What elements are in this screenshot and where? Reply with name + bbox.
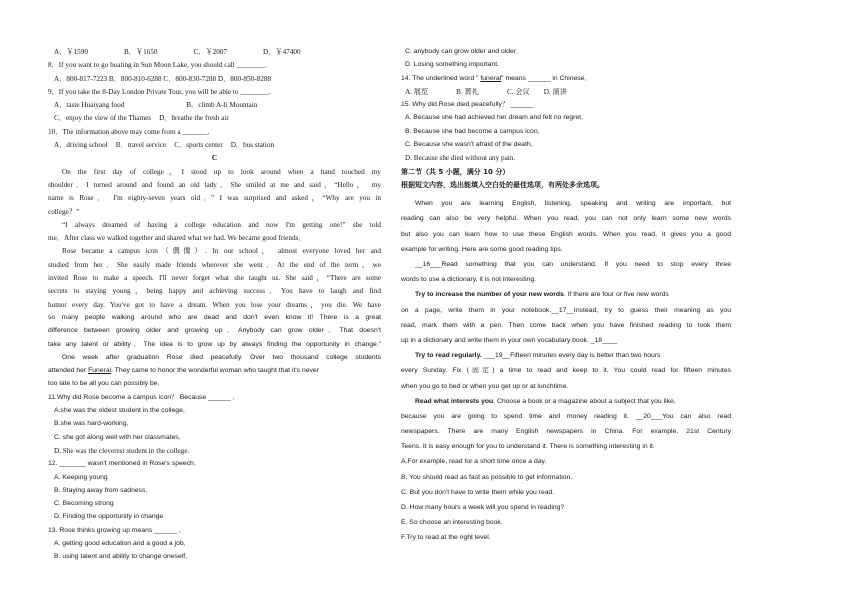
answer-option-f: F.Try to read at the right level. bbox=[401, 534, 491, 542]
passage-line: me．After class we walked together and shared what we had. We became good friends． bbox=[48, 234, 306, 243]
passage-line: “I always dreamed of having a college education and now I'm getting one!” she told bbox=[62, 220, 381, 229]
reading-line bbox=[401, 398, 731, 413]
reading-line: up in a dictionary and write them in your own vocabulary book. _18____ bbox=[401, 336, 618, 344]
q15-option-c: C. Because she wasn't afraid of the death． bbox=[405, 141, 538, 149]
q13-option-d: D. Losing something important. bbox=[405, 61, 500, 69]
passage-line: secrets to staying young，being happy and achieving success．You have to laugh and find bbox=[48, 287, 381, 296]
section-c-heading: C bbox=[211, 154, 218, 163]
q15-question: 15. Why did Rose died peacefully？ ______ bbox=[401, 101, 534, 109]
q10-question: 10．The information above may come from a _______. bbox=[48, 127, 210, 136]
q11-question: 11.Why did Rose become a campus icon？ Because ______ ． bbox=[48, 393, 240, 401]
tip-heading: Try to read regularly. bbox=[415, 352, 482, 360]
q14-option-b: B. 葬礼 bbox=[456, 87, 479, 96]
passage-line: One week after graduation Rose died peacefully. Over two thousand college students bbox=[62, 353, 381, 361]
passage-line: invited Rose to make a speech. I'll never forget what she taught us. She said，“There are some bbox=[48, 274, 381, 283]
q9-option-d: D．breathe the fresh air bbox=[159, 114, 229, 123]
reading-line: When you are learning English, listening, speaking and writing are important, but bbox=[415, 200, 731, 208]
q10-option-a: A．driving school bbox=[54, 141, 108, 150]
q11-option-a: A.she was the oldest student in the college． bbox=[54, 407, 190, 415]
q13-question: 13. Rose thinks growing up means ______ ． bbox=[48, 526, 186, 534]
reading-text: . Choose a book or a magazine about a subject that you like, bbox=[493, 397, 676, 405]
q12-question: 12. _______ wasn't mentioned in Rose's speech． bbox=[48, 460, 201, 468]
q9-option-b: B．climb A-li Mountain bbox=[186, 101, 258, 110]
q10-option-c: C．sports center bbox=[174, 141, 223, 150]
passage-text: . They came to honor the wonderful woman who taught that it's never bbox=[111, 367, 319, 375]
right-column bbox=[401, 48, 731, 550]
q10-option-b: B．travel service bbox=[115, 141, 167, 150]
reading-text: . If there are four or five new words bbox=[563, 291, 669, 299]
passage-text: attended her bbox=[48, 367, 89, 375]
q14-option-d: D. 演讲 bbox=[543, 87, 567, 96]
q11-option-d: D. She was the cleverest student in the college. bbox=[54, 446, 190, 455]
reading-line: Teens. It is easy enough for you to understand it. There is something interesting in it. bbox=[401, 443, 655, 451]
answer-option-e: E. So choose an interesting book. bbox=[401, 519, 503, 527]
q10-options bbox=[48, 141, 381, 154]
reading-line: because you are going to spend time and money reading it. __20___You can also read bbox=[401, 412, 731, 420]
q8-question: 8．If you want to go boating in Sun Moon Lake, you should call ________. bbox=[48, 61, 267, 70]
tip-heading: Try to increase the number of your new words bbox=[415, 291, 564, 299]
q11-option-b: B.she was hard-working． bbox=[54, 420, 134, 428]
q14-option-a: A. 展览 bbox=[405, 87, 429, 96]
reading-line: __16___Read something that you can understand. If you need to stop every three bbox=[415, 261, 731, 269]
q7-option-a: A．￥1590 bbox=[54, 48, 88, 56]
q13-option-c: C. anybody can grow older and older． bbox=[405, 48, 523, 55]
reading-line bbox=[401, 352, 731, 367]
passage-line: Rose became a campus icon（偶像）. In our school， almost everyone loved her and bbox=[62, 247, 381, 256]
passage-line: shoulder．I turned around and found an old lady．She smiled at me and said，“Hello， my bbox=[48, 180, 381, 189]
q13-option-b: B. using talent and ability to change oneself． bbox=[54, 553, 192, 561]
reading-line: when you go to bed or when you get up or at lunchtime. bbox=[401, 382, 569, 390]
answer-option-c: C. But you don't have to write them while you read. bbox=[401, 488, 555, 496]
q8-options: A．800-817-7223 B．800-810-6288 C．800-830-7288 D．800-850-8288 bbox=[54, 74, 272, 83]
q15-option-a: A. Because she had achieved her dream and felt no regret． bbox=[405, 114, 588, 122]
q11-option-c: C. she got along well with her classmates． bbox=[54, 433, 186, 441]
reading-line: example for writing. Here are some good reading tips. bbox=[401, 245, 563, 253]
q7-option-d: D．￥47400 bbox=[263, 48, 301, 56]
passage-line: so many people walking around who are dead and don't even know it! There is a great bbox=[48, 313, 381, 321]
q14-options bbox=[401, 88, 731, 101]
q13-option-a: A. getting good education and a good a job． bbox=[54, 539, 191, 547]
passage-line: studied from her．She easily made friends wherever she went．At the end of the term，we bbox=[48, 260, 381, 269]
reading-line: read, mark them with a pen. Then come back when you have finished reading to look them bbox=[401, 321, 731, 329]
q14-underlined-word: funeral bbox=[480, 74, 502, 82]
q14-text: 14. The underlined word " bbox=[401, 74, 481, 82]
q12-option-c: C. Becoming strong bbox=[54, 500, 114, 508]
q9-question: 9．If you take the 8-Day London Private Tour, you will be able to ________. bbox=[48, 87, 271, 96]
reading-line: words to use a dictionary, it is not interesting. bbox=[401, 276, 537, 284]
passage-line: take any talent or ability．The idea is to grow up by always finding the opportunity in change.” bbox=[48, 340, 381, 348]
left-column bbox=[48, 48, 381, 567]
q9-options-ab bbox=[48, 101, 381, 114]
q12-option-a: A. Keeping young bbox=[54, 473, 108, 481]
reading-line bbox=[401, 291, 731, 306]
q9-option-c: C．enjoy the view of the Thames bbox=[54, 114, 152, 123]
q14-question bbox=[401, 75, 731, 88]
passage-line: name is Rose． I'm eighty-seven years old．” I was surprised and asked，“Why are you in bbox=[48, 194, 381, 203]
reading-line: but also you can learn how to use these English words. When you read, it gives you a good bbox=[401, 230, 731, 238]
q15-option-b: B. Because she had become a campus icon． bbox=[405, 127, 545, 135]
reading-line: newspapers. There are many English newspapers in China. For example, 21st Century bbox=[401, 428, 731, 436]
q15-option-d: D. Because she died without any pain. bbox=[405, 154, 516, 163]
q10-option-d: D．bus station bbox=[230, 141, 275, 150]
reading-line: every Sunday. Fix (固定) a time to read and keep to it. You could read for fifteen minutes bbox=[401, 367, 731, 375]
q12-option-d: D. Finding the opportunity in change bbox=[54, 513, 164, 521]
answer-option-a: A.For example, read for a short time once a day. bbox=[401, 458, 547, 466]
q9-options-cd bbox=[48, 114, 381, 127]
q9-option-a: A．taste Huaiyang food bbox=[54, 101, 125, 110]
q14-option-c: C. 会议 bbox=[506, 87, 530, 96]
section-2-title: 第二节（共 5 小题，满分 10 分） bbox=[401, 167, 510, 176]
q7-option-b: B．￥1650 bbox=[123, 48, 158, 56]
tip-heading: Read what interests you bbox=[415, 397, 494, 405]
reading-text: ___19__Fifteen minutes every day is better than two hours bbox=[481, 352, 661, 360]
passage-line bbox=[48, 367, 381, 380]
q12-option-b: B. Staying away from sadness． bbox=[54, 486, 153, 494]
passage-line: difference between growing older and growing up．Anybody can grow older．That doesn't bbox=[48, 327, 381, 335]
passage-line: humor every day. You've got to have a dream. When you lose your dreams，you die. We have bbox=[48, 300, 381, 309]
q7-option-c: C．￥2007 bbox=[193, 48, 228, 56]
funeral-underlined-word: Funeral bbox=[88, 367, 112, 375]
q14-text: " means ______ in Chinese． bbox=[501, 74, 592, 82]
reading-line: on a page, write them in your notebook.__17__Instead, try to guess their meaning as you bbox=[401, 306, 731, 314]
passage-line: On the first day of college，I stood up to look around when a hand touched my bbox=[62, 167, 381, 176]
section-2-instructions: 根据短文内容，选出能填入空白处的最佳选项，有两处多余选项。 bbox=[401, 180, 604, 189]
passage-line: too late to be all you can possibly be． bbox=[48, 380, 165, 388]
answer-option-b: B. You should read as fast as possible to get information. bbox=[401, 473, 573, 481]
reading-line: reading can also be very helpful. When you read, you can not only learn some new words bbox=[401, 215, 731, 223]
passage-line: college？” bbox=[48, 207, 80, 216]
q7-options bbox=[48, 48, 381, 61]
answer-option-d: D. How many hours a week will you spend in reading? bbox=[401, 504, 565, 512]
